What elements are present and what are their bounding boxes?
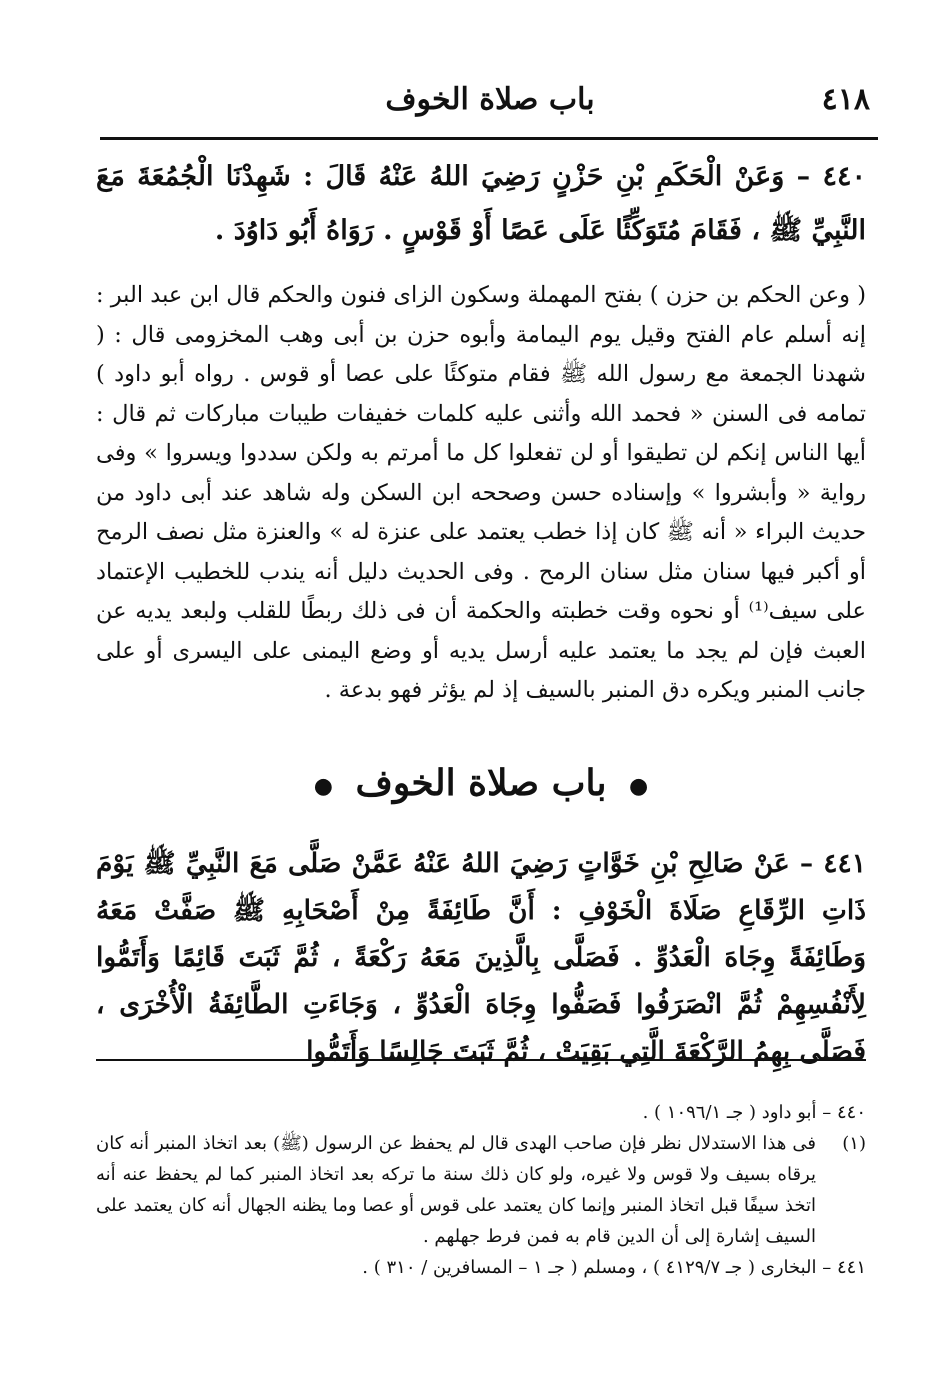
footnotes [96, 1097, 866, 1283]
commentary-440: ( وعن الحكم بن حزن ) بفتح المهملة وسكون الزاى فنون والحكم قال ابن عبد البر : إنه أسلم عام الفتح وقيل يوم اليمامة وأبوه حزن بن أبى وهب المخزومى قال : ( شهدنا الجمعة مع رسول الله ﷺ فقام متوكئًا على عصا أو قوس . رواه أبو داود ) تمامه فى السنن « فحمد الله وأثنى عليه كلمات خفيفات طيبات مباركات ثم قال : أيها الناس إنكم لن تطيقوا أو لن تفعلوا كل ما أمرتم به ولكن سددوا ويسروا » وفى رواية « وأبشروا » وإسناده حسن وصححه ابن السكن وله شاهد عند أبى داود من حديث البراء « أنه ﷺ كان إذا خطب يعتمد على عنزة له » والعنزة مثل نصف الرمح أو أكبر فيها سنان مثل سنان الرمح . وفى الحديث دليل أنه يندب للخطيب الإعتماد على سيف⁽¹⁾ أو نحوه وقت خطبته والحكمة أن فى ذلك ربطًا للقلب ولبعد يديه عن العبث فإن لم يجد ما يعتمد عليه أرسل يديه أو وضع اليمنى على اليسرى أو على جانب المنبر ويكره دق المنبر بالسيف إذ لم يؤثر فهو بدعة . [96, 282, 866, 703]
hadith-440-text: ٤٤٠ – وَعَنْ الْحَكَمِ بْنِ حَزْنٍ رَضِيَ اللهُ عَنْهُ قَالَ : شَهِدْنَا الْجُمُعَةَ مَعَ النَّبِيِّ ﷺ ، فَقَامَ مُتَوَكِّئًا عَلَى عَصًا أَوْ قَوْسٍ . رَوَاهُ أَبُو دَاوُدَ . [96, 161, 866, 246]
footnote-ref-440: ٤٤٠ – أبو داود ( جـ ١٠٩٦/١ ) . [642, 1102, 866, 1123]
footnote-1-text: فى هذا الاستدلال نظر فإن صاحب الهدى قال لم يحفظ عن الرسول (ﷺ) بعد اتخاذ المنبر أنه كان يرقاه بسيف ولا قوس ولا غيره، ولو كان ذلك سنة ما تركه بعد اتخاذ المنبر كما لم يحفظ عنه أنه اتخذ سيفًا قبل اتخاذ المنبر وإنما كان يعتمد على قوس أو عصا وما يظنه الجهال أنه كان يعتمد على السيف إشارة إلى أن الدين قام به فمن فرط جهلهم . [96, 1133, 816, 1247]
bullet-right-icon: ● [629, 773, 649, 799]
footnote-1-marker: (١) [842, 1133, 866, 1154]
hadith-441-text: ٤٤١ – عَنْ صَالِحِ بْنِ خَوَّاتٍ رَضِيَ اللهُ عَنْهُ عَمَّنْ صَلَّى مَعَ النَّبِيِّ ﷺ يَوْمَ ذَاتِ الرِّقَاعِ صَلَاةَ الْخَوْفِ : أَنَّ طَائِفَةً مِنْ أَصْحَابِهِ ﷺ صَفَّتْ مَعَهُ وَطَائِفَةً وِجَاهَ الْعَدُوِّ . فَصَلَّى بِالَّذِينَ مَعَهُ رَكْعَةً ، ثُمَّ ثَبَتَ قَائِمًا وَأَتَمُّوا لِأَنْفُسِهِمْ ثُمَّ انْصَرَفُوا فَصَفُّوا وِجَاهَ الْعَدُوِّ ، وَجَاءَتِ الطَّائِفَةُ الْأُخْرَى ، فَصَلَّى بِهِمُ الرَّكْعَةَ الَّتِي بَقِيَتْ ، ثُمَّ ثَبَتَ جَالِسًا وَأَتَمُّوا [96, 848, 866, 1067]
header-divider [100, 137, 878, 140]
running-title: باب صلاة الخوف [385, 82, 595, 117]
footnote-1 [96, 1128, 866, 1252]
chapter-title: باب صلاة الخوف [355, 762, 607, 804]
footnote-divider [96, 1059, 866, 1061]
page-number: ٤١٨ [821, 82, 870, 117]
chapter-heading [96, 762, 866, 804]
page-header [100, 78, 880, 128]
bullet-left-icon: ● [313, 773, 333, 799]
footnote-ref-441: ٤٤١ – البخارى ( جـ ٤١٢٩/٧ ) ، ومسلم ( جـ ١ – المسافرين / ٣١٠ ) . [362, 1257, 866, 1278]
